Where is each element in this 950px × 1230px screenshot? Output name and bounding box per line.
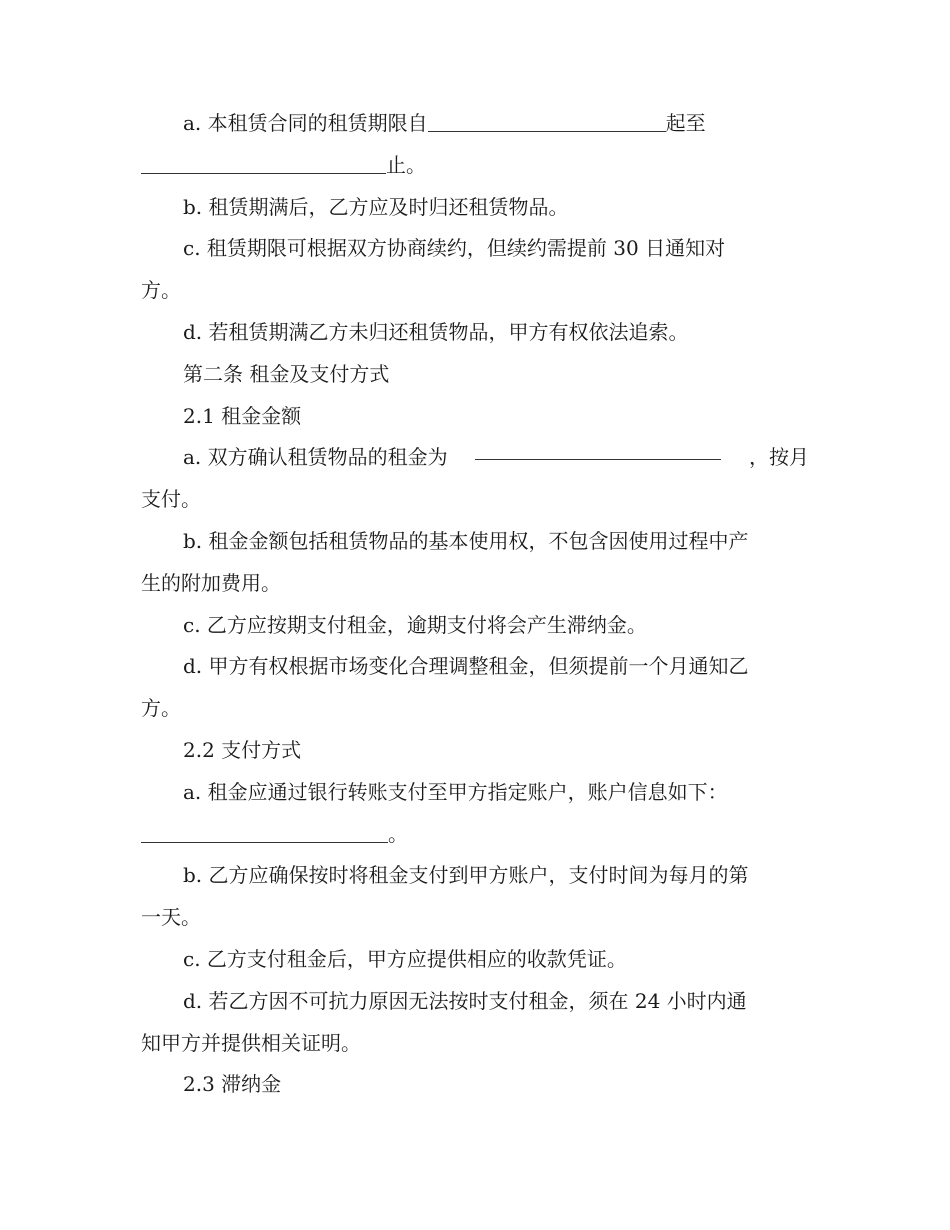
section-2-2-heading: 2.2 支付方式 xyxy=(183,737,302,762)
payment-clause-b-line2: 一天。 xyxy=(141,905,201,930)
rent-clause-a-line2: 支付。 xyxy=(141,487,201,512)
term-clause-a-mid: 起至 xyxy=(665,111,706,135)
term-clause-a-end: 止。 xyxy=(386,152,426,177)
rent-clause-b-line2: 生的附加费用。 xyxy=(141,570,281,595)
payment-clause-b-line1: b. 乙方应确保按时将租金支付到甲方账户，支付时间为每月的第 xyxy=(183,863,749,888)
rent-clause-c: c. 乙方应按期支付租金，逾期支付将会产生滞纳金。 xyxy=(183,612,647,637)
rent-clause-a-suffix: ，按月 xyxy=(748,445,809,470)
payment-clause-c: c. 乙方支付租金后，甲方应提供相应的收款凭证。 xyxy=(183,946,627,971)
rent-amount-blank xyxy=(475,437,721,460)
term-clause-c-line2: 方。 xyxy=(141,278,181,303)
payment-clause-d-line1: d. 若乙方因不可抗力原因无法按时支付租金，须在 24 小时内通 xyxy=(183,988,747,1013)
rent-clause-d-line2: 方。 xyxy=(141,696,181,721)
rent-clause-a-line1 xyxy=(141,437,809,479)
term-clause-c-line1: c. 租赁期限可根据双方协商续约，但续约需提前 30 日通知对 xyxy=(183,236,726,261)
term-clause-a-line1 xyxy=(141,103,809,145)
payment-clause-d-line2: 知甲方并提供相关证明。 xyxy=(141,1030,361,1055)
rent-clause-b-line1: b. 租金金额包括租赁物品的基本使用权，不包含因使用过程中产 xyxy=(183,528,749,553)
term-clause-a-prefix: a. 本租赁合同的租赁期限自 xyxy=(183,111,428,135)
document-body xyxy=(141,103,809,1106)
account-info-blank xyxy=(141,820,388,843)
start-date-blank xyxy=(428,109,666,132)
payment-clause-a-line1: a. 租金应通过银行转账支付至甲方指定账户，账户信息如下： xyxy=(183,779,728,804)
section-2-1-heading: 2.1 租金金额 xyxy=(183,403,302,428)
end-date-blank xyxy=(141,151,386,174)
payment-clause-a-end: 。 xyxy=(388,821,408,846)
article-2-heading: 第二条 租金及支付方式 xyxy=(183,361,390,386)
payment-clause-a-line2 xyxy=(141,814,809,856)
section-2-3-heading: 2.3 滞纳金 xyxy=(183,1072,282,1097)
term-clause-b: b. 租赁期满后，乙方应及时归还租赁物品。 xyxy=(183,194,569,219)
rent-clause-d-line1: d. 甲方有权根据市场变化合理调整租金，但须提前一个月通知乙 xyxy=(183,654,749,679)
term-clause-d: d. 若租赁期满乙方未归还租赁物品，甲方有权依法追索。 xyxy=(183,319,689,344)
rent-clause-a-prefix: a. 双方确认租赁物品的租金为 xyxy=(183,445,448,470)
term-clause-a-line2 xyxy=(141,145,809,187)
